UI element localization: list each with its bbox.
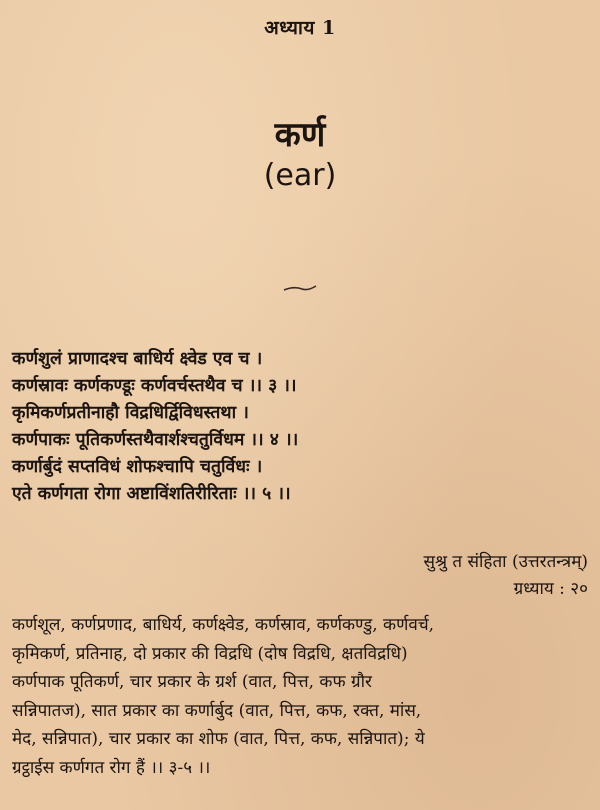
verse-line: कर्णशुलं प्राणादश्च बाधिर्य क्ष्वेड एव च ।	[12, 349, 263, 369]
verse-line: कर्णस्रावः कर्णकण्डूः कर्णवर्चस्तथैव च ।। ३ ।।	[12, 376, 297, 396]
chapter-heading: अध्याय 1	[264, 17, 336, 39]
page-title: कर्ण	[274, 115, 326, 155]
verse-line: कर्णपाकः पूतिकर्णस्तथैवार्शश्चतुर्विधम ।। ४ ।।	[12, 430, 299, 450]
page-subtitle: (ear)	[263, 158, 337, 193]
verse-source	[424, 549, 589, 603]
sanskrit-verse	[12, 346, 592, 508]
source-book: सुश्रु त संहिता (उत्तरतन्त्रम्)	[423, 552, 588, 572]
source-chapter: ग्रध्याय : २०	[513, 579, 588, 599]
verse-line: कर्णार्बुदं सप्तविधं शोफश्चापि चतुर्विधः ।	[12, 457, 263, 477]
commentary-line: कर्णशूल, कर्णप्रणाद, बाधिर्य, कर्णक्ष्वेड, कर्णस्राव, कर्णकण्डु, कर्णवर्च,	[12, 615, 435, 635]
ink-mark-decoration	[282, 284, 318, 294]
commentary-line: ग्रट्ठाईस कर्णगत रोग हैं ।। ३-५ ।।	[12, 757, 211, 778]
hindi-commentary	[12, 611, 592, 782]
commentary-line: मेद, सन्निपात), चार प्रकार का शोफ (वात, पित्त, कफ, सन्निपात); ये	[12, 729, 425, 749]
commentary-line: सन्निपातज), सात प्रकार का कर्णार्बुद (वात, पित्त, कफ, रक्त, मांस,	[12, 700, 422, 721]
verse-line: कृमिकर्णप्रतीनाहौ विद्रधिर्द्विविधस्तथा ।	[12, 403, 249, 423]
commentary-line: कृमिकर्ण, प्रतिनाह, दो प्रकार की विद्रधि (दोष विद्रधि, क्षतविद्रधि)	[12, 643, 408, 664]
commentary-line: कर्णपाक पूतिकर्ण, चार प्रकार के ग्रर्श (वात, पित्त, कफ ग्रौर	[12, 672, 372, 692]
verse-line: एते कर्णगता रोगा अष्टाविंशतिरीरिताः ।। ५ ।।	[12, 484, 291, 504]
